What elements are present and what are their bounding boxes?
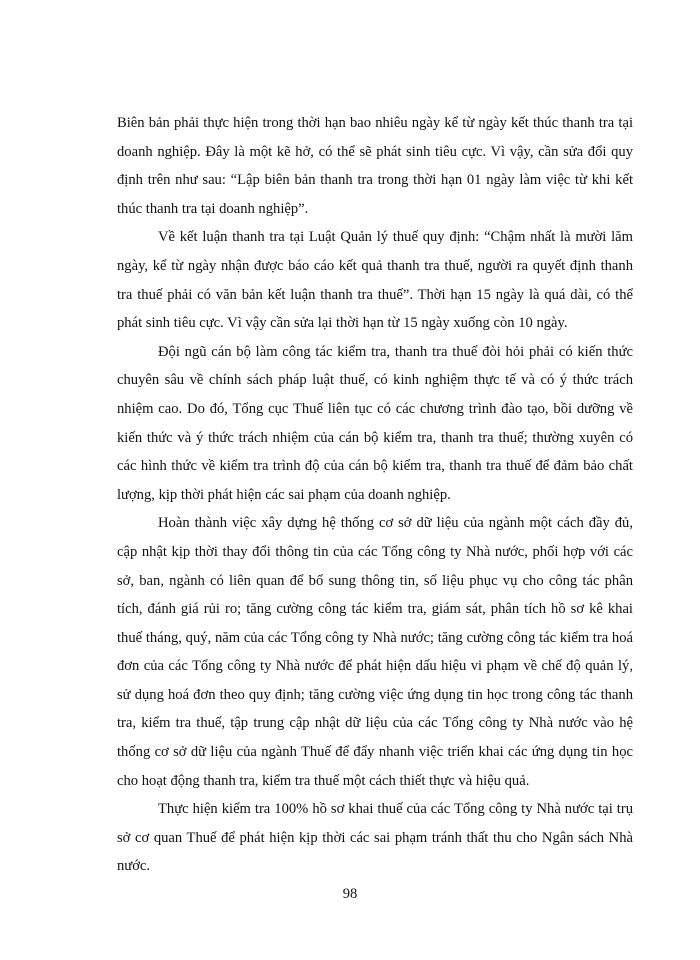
paragraph-staff-training: Đội ngũ cán bộ làm công tác kiểm tra, thanh tra thuế đòi hỏi phải có kiến thức chuyên sâu về chính sách pháp luật thuế, có kinh nghiệm thực tế và có ý thức trách nhiệm cao. Do đó, Tổng cục Thuế liên tục có các chương trình đào tạo, bồi dưỡng về kiến thức và ý thức trách nhiệm của cán bộ kiểm tra, thanh tra thuế; thường xuyên có các hình thức về kiểm tra trình độ của cán bộ kiểm tra, thanh tra thuế để đảm bảo chất lượng, kịp thời phát hiện các sai phạm của doanh nghiệp. <box>117 343 633 503</box>
paragraph-inspection-conclusion: Về kết luận thanh tra tại Luật Quản lý thuế quy định: “Chậm nhất là mười lăm ngày, kể từ ngày nhận được báo cáo kết quả thanh tra thuế, người ra quyết định thanh tra thuế phải có văn bản kết luận thanh tra thuế”. Thời hạn 15 ngày là quá dài, có thể phát sinh tiêu cực. Vì vậy cần sửa lại thời hạn từ 15 ngày xuống còn 10 ngày. <box>117 229 633 332</box>
page-number: 98 <box>342 886 358 902</box>
body-text <box>117 109 633 881</box>
paragraph-meeting-minutes: Biên bản phải thực hiện trong thời hạn bao nhiêu ngày kể từ ngày kết thúc thanh tra tại doanh nghiệp. Đây là một kẽ hở, có thể sẽ phát sinh tiêu cực. Vì vậy, cần sửa đổi quy định trên như sau: “Lập biên bản thanh tra trong thời hạn 01 ngày làm việc từ khi kết thúc thanh tra tại doanh nghiệp”. <box>117 115 633 217</box>
paragraph-database-system: Hoàn thành việc xây dựng hệ thống cơ sở dữ liệu của ngành một cách đầy đủ, cập nhật kịp thời thay đổi thông tin của các Tổng công ty Nhà nước, phối hợp với các sở, ban, ngành có liên quan để bổ sung thông tin, số liệu phục vụ cho công tác phân tích, đánh giá rủi ro; tăng cường công tác kiểm tra, giám sát, phân tích hồ sơ kê khai thuế tháng, quý, năm của các Tổng công ty Nhà nước; tăng cường công tác kiểm tra hoá đơn của các Tổng công ty Nhà nước để phát hiện dấu hiệu vi phạm về chế độ quản lý, sử dụng hoá đơn theo quy định; tăng cường việc ứng dụng tin học trong công tác thanh tra, kiểm tra thuế, tập trung cập nhật dữ liệu của các Tổng công ty Nhà nước vào hệ thống cơ sở dữ liệu của ngành Thuế để đẩy nhanh việc triển khai các ứng dụng tin học cho hoạt động thanh tra, kiểm tra thuế một cách thiết thực và hiệu quả. <box>117 515 633 789</box>
paragraph-full-audit: Thực hiện kiểm tra 100% hồ sơ khai thuế của các Tổng công ty Nhà nước tại trụ sở cơ quan Thuế để phát hiện kịp thời các sai phạm tránh thất thu cho Ngân sách Nhà nước. <box>117 801 633 875</box>
